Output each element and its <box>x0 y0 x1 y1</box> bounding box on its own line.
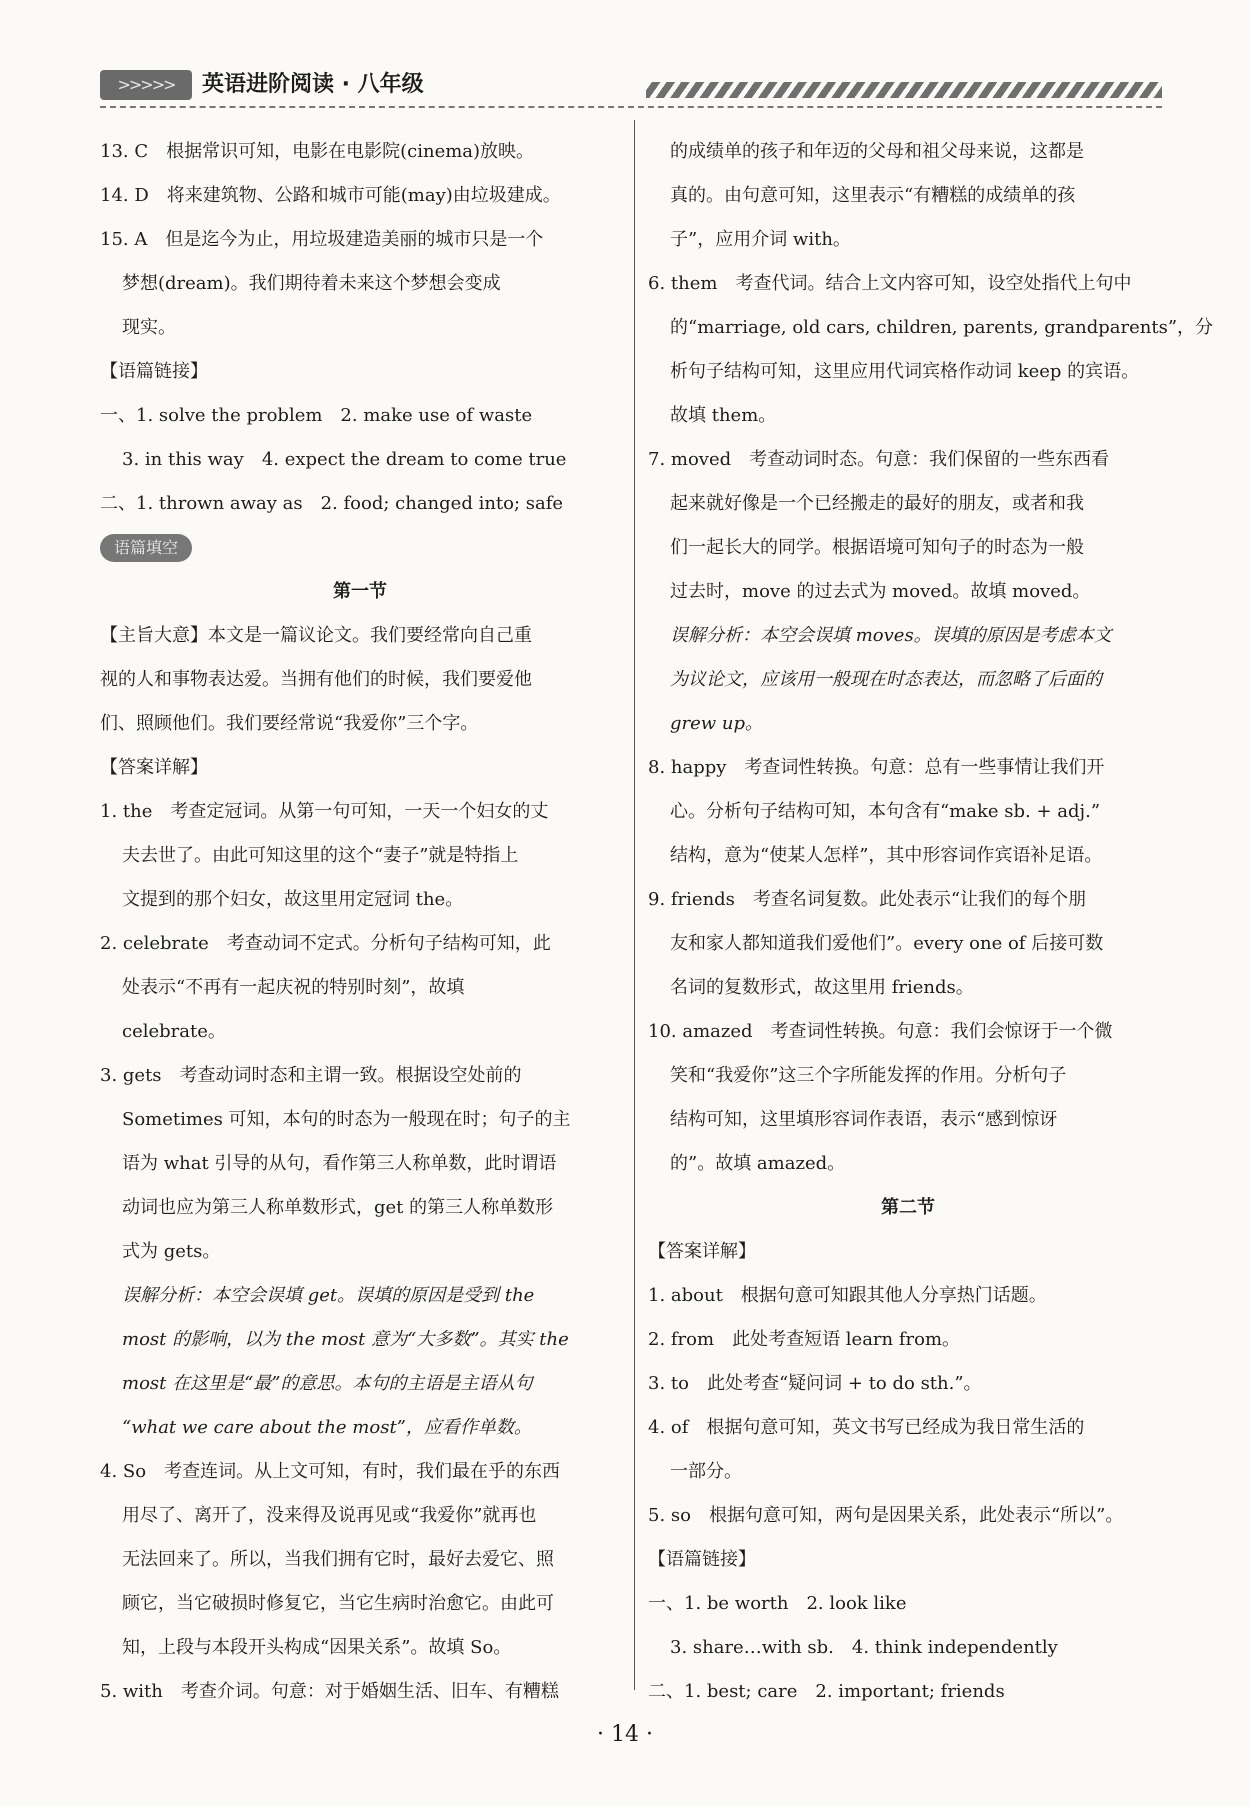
text-line: most 在这里是“最”的意思。本句的主语是主语从句 <box>122 1373 533 1394</box>
text-line: 析句子结构可知，这里应用代词宾格作动词 keep 的宾语。 <box>670 361 1140 382</box>
text-line: 3. to 此处考查“疑问词 + to do sth.”。 <box>648 1373 982 1394</box>
text-line: 2. celebrate 考查动词不定式。分析句子结构可知，此 <box>100 933 551 954</box>
text-line: 语为 what 引导的从句，看作第三人称单数，此时谓语 <box>122 1153 557 1174</box>
text-line: 1. about 根据句意可知跟其他人分享热门话题。 <box>648 1285 1047 1306</box>
text-line: 7. moved 考查动词时态。句意：我们保留的一些东西看 <box>648 449 1110 470</box>
text-line: Sometimes 可知，本句的时态为一般现在时；句子的主 <box>122 1109 571 1130</box>
arrows-icon: >>>>> <box>100 70 192 100</box>
section-badge: 语篇填空 <box>100 534 192 562</box>
text-line: “what we care about the most”，应看作单数。 <box>122 1417 532 1438</box>
text-line: 5. so 根据句意可知，两句是因果关系，此处表示“所以”。 <box>648 1505 1124 1526</box>
text-line: 4. So 考查连词。从上文可知，有时，我们最在乎的东西 <box>100 1461 561 1482</box>
text-line: 15. A 但是迄今为止，用垃圾建造美丽的城市只是一个 <box>100 229 544 250</box>
text-line: 视的人和事物表达爱。当拥有他们的时候，我们要爱他 <box>100 669 532 690</box>
text-line: 【主旨大意】本文是一篇议论文。我们要经常向自己重 <box>100 625 532 646</box>
text-line: 友和家人都知道我们爱他们”。every one of 后接可数 <box>670 933 1104 954</box>
text-line: 心。分析句子结构可知，本句含有“make sb. + adj.” <box>670 801 1101 822</box>
text-line: 14. D 将来建筑物、公路和城市可能(may)由垃圾建成。 <box>100 185 561 206</box>
section-heading: 第一节 <box>333 581 387 602</box>
text-line: 4. of 根据句意可知，英文书写已经成为我日常生活的 <box>648 1417 1085 1438</box>
text-line: 现实。 <box>122 317 176 338</box>
text-line: 3. share…with sb. 4. think independently <box>670 1637 1058 1658</box>
text-line: 子”，应用介词 with。 <box>670 229 851 250</box>
text-line: 二、1. thrown away as 2. food; changed into; safe <box>100 493 564 514</box>
text-line: 13. C 根据常识可知，电影在电影院(cinema)放映。 <box>100 141 535 162</box>
text-line: 夫去世了。由此可知这里的这个“妻子”就是特指上 <box>122 845 519 866</box>
right-column <box>648 130 1214 1714</box>
text-line: 笑和“我爱你”这三个字所能发挥的作用。分析句子 <box>670 1065 1067 1086</box>
section-label: 【答案详解】 <box>648 1241 756 1262</box>
text-line: 的成绩单的孩子和年迈的父母和祖父母来说，这都是 <box>670 141 1084 162</box>
header-title: 英语进阶阅读 · 八年级 <box>202 72 424 97</box>
text-line: 动词也应为第三人称单数形式，get 的第三人称单数形 <box>122 1197 554 1218</box>
header-stripe <box>646 82 1162 98</box>
text-line: 用尽了、离开了，没来得及说再见或“我爱你”就再也 <box>122 1505 537 1526</box>
section-heading: 第二节 <box>881 1197 935 1218</box>
left-column <box>100 130 620 1714</box>
section-label: 【答案详解】 <box>100 757 208 778</box>
text-line: 8. happy 考查词性转换。句意：总有一些事情让我们开 <box>648 757 1105 778</box>
text-line: 9. friends 考查名词复数。此处表示“让我们的每个朋 <box>648 889 1087 910</box>
text-line: 结构，意为“使某人怎样”，其中形容词作宾语补足语。 <box>670 845 1103 866</box>
text-line: 误解分析：本空会误填 moves。误填的原因是考虑本文 <box>670 625 1112 646</box>
text-line: 真的。由句意可知，这里表示“有糟糕的成绩单的孩 <box>670 185 1076 206</box>
text-line: 二、1. best; care 2. important; friends <box>648 1681 1005 1702</box>
text-line: 3. gets 考查动词时态和主谓一致。根据设空处前的 <box>100 1065 522 1086</box>
text-line: 10. amazed 考查词性转换。句意：我们会惊讶于一个微 <box>648 1021 1113 1042</box>
text-line: 们、照顾他们。我们要经常说“我爱你”三个字。 <box>100 713 479 734</box>
text-line: 的”。故填 amazed。 <box>670 1153 846 1174</box>
text-line: 名词的复数形式，故这里用 friends。 <box>670 977 974 998</box>
section-label: 【语篇链接】 <box>648 1549 756 1570</box>
text-line: grew up。 <box>670 713 764 734</box>
text-line: 处表示“不再有一起庆祝的特别时刻”，故填 <box>122 977 465 998</box>
text-line: 起来就好像是一个已经搬走的最好的朋友，或者和我 <box>670 493 1084 514</box>
header-divider <box>100 106 1162 108</box>
page-header <box>100 62 1162 110</box>
text-line: 知，上段与本段开头构成“因果关系”。故填 So。 <box>122 1637 512 1658</box>
text-line: celebrate。 <box>122 1021 226 1042</box>
text-line: 为议论文，应该用一般现在时态表达，而忽略了后面的 <box>670 669 1102 690</box>
text-line: 文提到的那个妇女，故这里用定冠词 the。 <box>122 889 464 910</box>
text-line: 们一起长大的同学。根据语境可知句子的时态为一般 <box>670 537 1084 558</box>
column-divider <box>634 120 635 1690</box>
section-label: 【语篇链接】 <box>100 361 208 382</box>
text-line: 2. from 此处考查短语 learn from。 <box>648 1329 961 1350</box>
text-line: most 的影响，以为 the most 意为“大多数”。其实 the <box>122 1329 569 1350</box>
text-line: 误解分析：本空会误填 get。误填的原因是受到 the <box>122 1285 535 1306</box>
text-line: 3. in this way 4. expect the dream to come true <box>122 449 567 470</box>
text-line: 无法回来了。所以，当我们拥有它时，最好去爱它、照 <box>122 1549 554 1570</box>
text-line: 的“marriage, old cars, children, parents, grandparents”，分 <box>670 317 1214 338</box>
text-line: 顾它，当它破损时修复它，当它生病时治愈它。由此可 <box>122 1593 554 1614</box>
text-line: 1. the 考查定冠词。从第一句可知，一天一个妇女的丈 <box>100 801 549 822</box>
text-line: 5. with 考查介词。句意：对于婚姻生活、旧车、有糟糕 <box>100 1681 559 1702</box>
text-line: 梦想(dream)。我们期待着未来这个梦想会变成 <box>122 273 501 294</box>
page-number: · 14 · <box>597 1722 653 1747</box>
text-line: 过去时，move 的过去式为 moved。故填 moved。 <box>670 581 1091 602</box>
text-line: 6. them 考查代词。结合上文内容可知，设空处指代上句中 <box>648 273 1132 294</box>
text-line: 一部分。 <box>670 1461 742 1482</box>
text-line: 一、1. be worth 2. look like <box>648 1593 907 1614</box>
text-line: 故填 them。 <box>670 405 777 426</box>
text-line: 结构可知，这里填形容词作表语，表示“感到惊讶 <box>670 1109 1058 1130</box>
text-line: 式为 gets。 <box>122 1241 221 1262</box>
text-line: 一、1. solve the problem 2. make use of waste <box>100 405 533 426</box>
